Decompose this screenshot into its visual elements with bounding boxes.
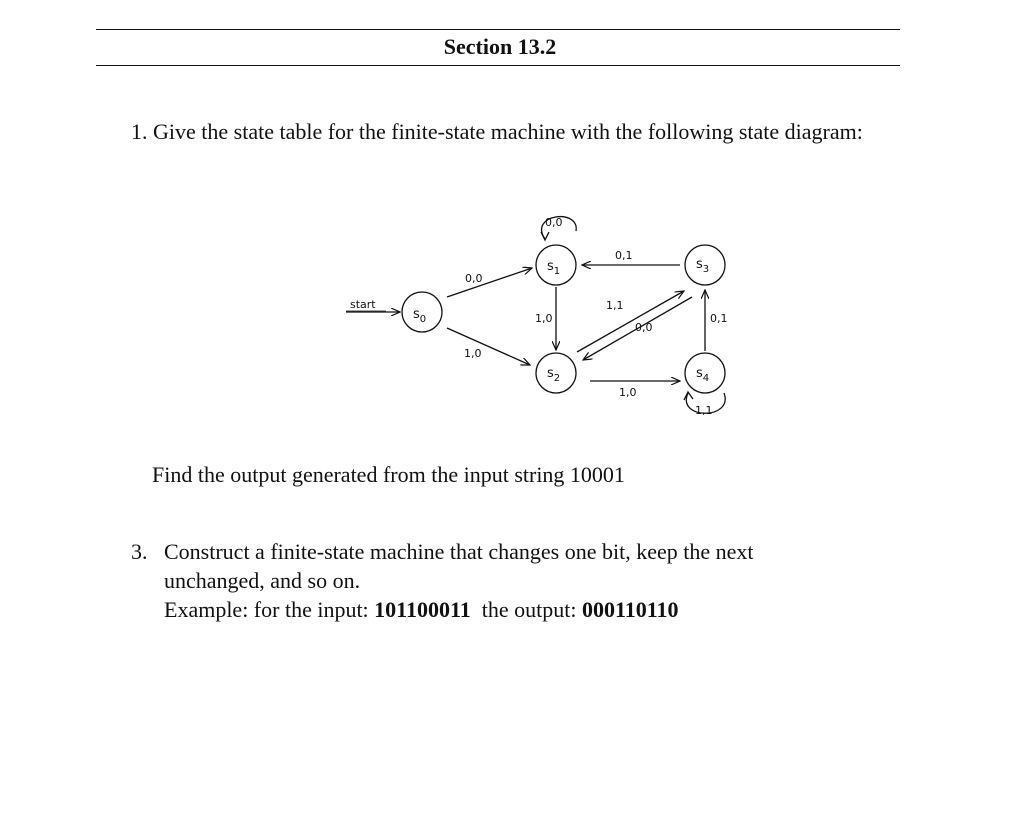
label-s4-s3: 0,1 [710,312,728,325]
state-s3-circle [685,245,725,285]
bottom-rule [96,65,900,66]
loop-s4 [686,393,725,413]
state-s1-label: $s_1$ [547,259,561,277]
state-s0-label: $s_0$ [413,307,427,325]
label-s0-s2: 1,0 [464,347,482,360]
edge-s0-s1 [447,268,532,297]
edge-s3-s2 [583,297,692,360]
label-s3-s2: 0,0 [635,321,653,334]
loop-s1 [542,217,577,239]
edge-s2-s3 [577,291,684,352]
question-3-example [164,595,911,624]
state-s4-label: $s_4$ [696,366,710,384]
label-s1-s2: 1,0 [535,312,553,325]
label-s4-loop: 1,1 [695,404,713,417]
example-prefix: Example: for the input: [164,597,375,622]
top-rule [96,29,900,30]
section-title: Section 13.2 [443,34,557,59]
question-3-number: 3. [131,539,148,564]
label-s1-loop: 0,0 [545,216,563,229]
label-s2-s3: 1,1 [606,299,624,312]
question-1-text: 1. Give the state table for the finite-state machine with the following state diagram: [131,119,863,144]
question-3-line-1: Construct a finite-state machine that changes one bit, keep the next [164,539,754,564]
state-s2-label: $s_2$ [547,366,561,384]
label-s2-s4: 1,0 [619,386,637,399]
state-s3-label: $s_3$ [696,257,710,275]
label-s0-s1: 0,0 [465,272,483,285]
state-s4-circle [685,353,725,393]
state-s1-circle [536,245,576,285]
edge-s0-s2 [447,328,530,365]
question-3-line-2: unchanged, and so on. [164,568,361,593]
label-s3-s1: 0,1 [615,249,633,262]
example-input: 101100011 [374,597,471,622]
start-label: start [350,298,376,311]
question-3 [131,537,911,624]
find-output-text: Find the output generated from the input string 10001 [152,462,625,487]
state-s0-circle [402,292,442,332]
example-mid: the output: [481,597,582,622]
example-output: 000110110 [581,597,679,622]
state-s2-circle [536,353,576,393]
